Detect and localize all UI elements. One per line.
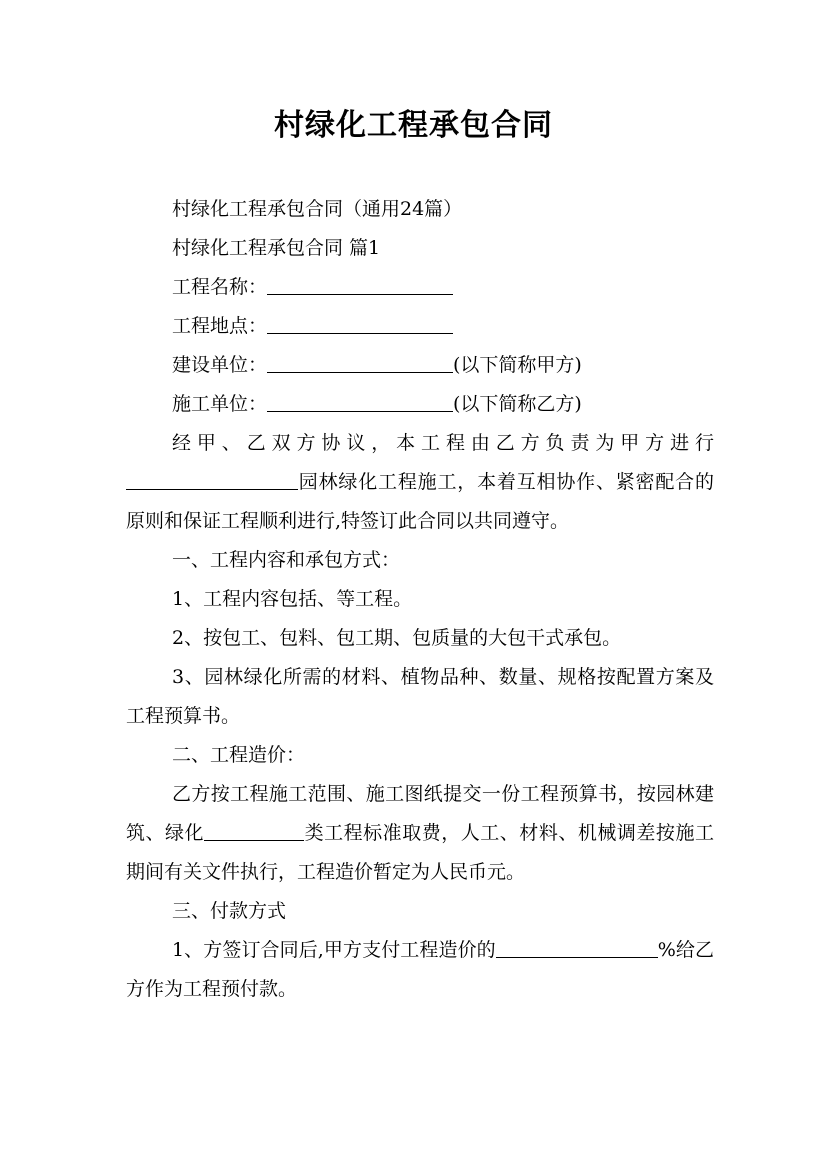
agreement-paragraph [126, 424, 714, 541]
subtitle: 村绿化工程承包合同（通用24篇） [172, 198, 463, 220]
part-heading: 村绿化工程承包合同 篇1 [172, 237, 381, 259]
section-3-heading: 三、付款方式 [172, 900, 287, 922]
advance-percent-blank [496, 937, 658, 958]
project-name-blank [267, 274, 453, 295]
contractor-label: 施工单位： [172, 393, 268, 415]
builder-label: 建设单位： [172, 354, 268, 376]
section-1-item-1: 1、工程内容包括、等工程。 [172, 588, 413, 610]
section-3-item-1-text-b: %给乙方作为工程预付款。 [126, 939, 714, 1000]
agreement-text-b: 园林绿化工程施工，本着互相协作、紧密配合的原则和保证工程顺利进行,特签订此合同以共同遵守。 [126, 471, 714, 532]
section-2-heading: 二、工程造价： [172, 744, 306, 766]
builder-field [126, 346, 714, 385]
document-body [126, 190, 714, 1009]
section-2-text-b: 类工程标准取费，人工、材料、机械调差按施工期间有关文件执行，工程造价暂定为人民币元。 [126, 822, 714, 883]
agreement-text-a: 经甲、乙双方协议，本工程由乙方负责为甲方进行 [172, 432, 714, 454]
project-name-field [126, 268, 714, 307]
section-3-item-1 [126, 931, 714, 1009]
builder-suffix: (以下简称甲方) [453, 354, 582, 376]
contractor-suffix: (以下简称乙方) [453, 393, 582, 415]
project-scope-blank [126, 469, 298, 490]
section-1-heading: 一、工程内容和承包方式： [172, 549, 401, 571]
project-name-label: 工程名称： [172, 276, 268, 298]
section-2-paragraph [126, 775, 714, 892]
section-3-item-1-text-a: 1、方签订合同后,甲方支付工程造价的 [172, 939, 496, 961]
section-2-text-a: 乙方按工程施工范围、施工图纸提交一份工程预算书，按园林建筑、绿化 [126, 783, 714, 844]
section-1-item-3: 3、园林绿化所需的材料、植物品种、数量、规格按配置方案及工程预算书。 [126, 666, 714, 727]
fee-category-blank [204, 820, 304, 841]
section-1-item-2: 2、按包工、包料、包工期、包质量的大包干式承包。 [172, 627, 622, 649]
contractor-blank [267, 391, 453, 412]
contractor-field [126, 385, 714, 424]
project-site-field [126, 307, 714, 346]
project-site-blank [267, 313, 453, 334]
project-site-label: 工程地点： [172, 315, 268, 337]
builder-blank [267, 352, 453, 373]
document-title: 村绿化工程承包合同 [274, 108, 553, 143]
